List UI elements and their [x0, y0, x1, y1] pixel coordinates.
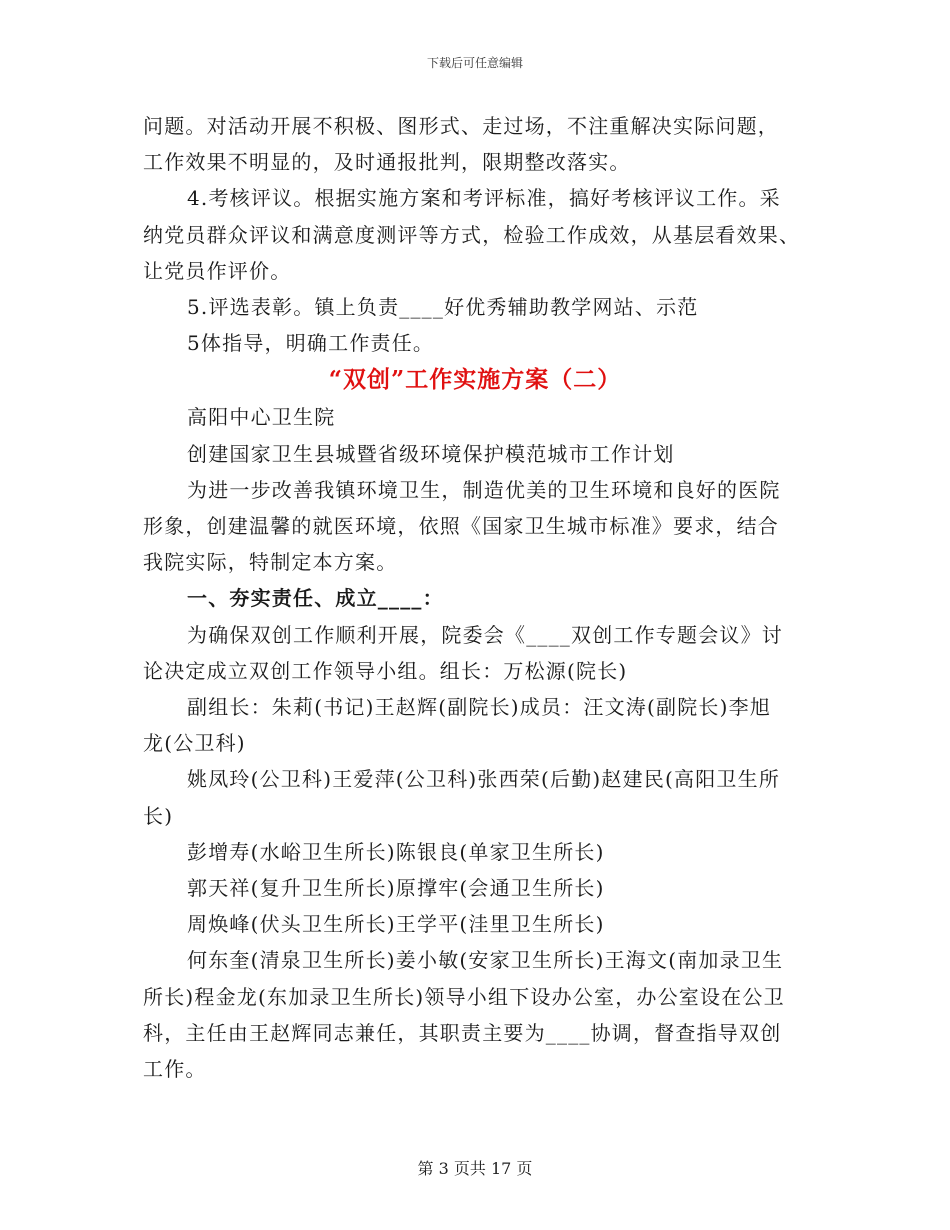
text-line: 工作。 [143, 1057, 207, 1082]
text-line: 为进一步改善我镇环境卫生，制造优美的卫生环境和良好的医院 [187, 477, 781, 502]
text-line: 所长)程金龙(东加录卫生所长)领导小组下设办公室，办公室设在公卫 [143, 984, 785, 1009]
text-line: 纳党员群众评议和满意度测评等方式，检验工作成效，从基层看效果、 [143, 222, 801, 247]
section-heading: 一、夯实责任、成立____： [187, 586, 444, 611]
text-line: 为确保双创工作顺利开展，院委会《____双创工作专题会议》讨 [187, 622, 783, 647]
page-footer: 第 3 页共 17 页 [417, 1159, 533, 1178]
text-line: 工作效果不明显的，及时通报批判，限期整改落实。 [143, 150, 631, 175]
text-line: 周焕峰(伏头卫生所长)王学平(洼里卫生所长) [187, 912, 605, 937]
text-line: 龙(公卫科) [143, 731, 246, 756]
text-line: 科，主任由王赵辉同志兼任，其职责主要为____协调，督查指导双创 [143, 1020, 782, 1045]
text-line: 让党员作评价。 [143, 258, 292, 283]
page-header: 下载后可任意编辑 [426, 56, 523, 70]
text-line: 姚凤玲(公卫科)王爱萍(公卫科)张西荣(后勤)赵建民(高阳卫生所 [187, 767, 781, 792]
text-line: 我院实际，特制定本方案。 [143, 550, 398, 575]
document-body [143, 108, 807, 1087]
text-line: 5.评选表彰。镇上负责____好优秀辅助教学网站、示范 [187, 295, 699, 320]
text-line: 彭增寿(水峪卫生所长)陈银良(单家卫生所长) [187, 839, 605, 864]
text-line: 形象，创建温馨的就医环境，依照《国家卫生城市标准》要求，结合 [143, 514, 779, 539]
text-line: 论决定成立双创工作领导小组。组长：万松源(院长) [143, 658, 628, 683]
text-line: 4.考核评议。根据实施方案和考评标准，搞好考核评议工作。采 [187, 186, 781, 211]
section-title: “双创”工作实施方案（二） [328, 366, 622, 394]
text-line: 郭天祥(复升卫生所长)原撑牢(会通卫生所长) [187, 876, 605, 901]
text-line: 问题。对活动开展不积极、图形式、走过场，不注重解决实际问题， [143, 114, 779, 138]
text-line: 5体指导，明确工作责任。 [187, 331, 435, 356]
text-line: 副组长：朱莉(书记)王赵辉(副院长)成员：汪文涛(副院长)李旭 [187, 695, 772, 720]
text-line: 何东奎(清泉卫生所长)姜小敏(安家卫生所长)王海文(南加录卫生 [187, 948, 784, 973]
text-line: 长) [143, 803, 174, 828]
text-line: 创建国家卫生县城暨省级环境保护模范城市工作计划 [187, 441, 675, 466]
text-line: 高阳中心卫生院 [187, 405, 336, 430]
